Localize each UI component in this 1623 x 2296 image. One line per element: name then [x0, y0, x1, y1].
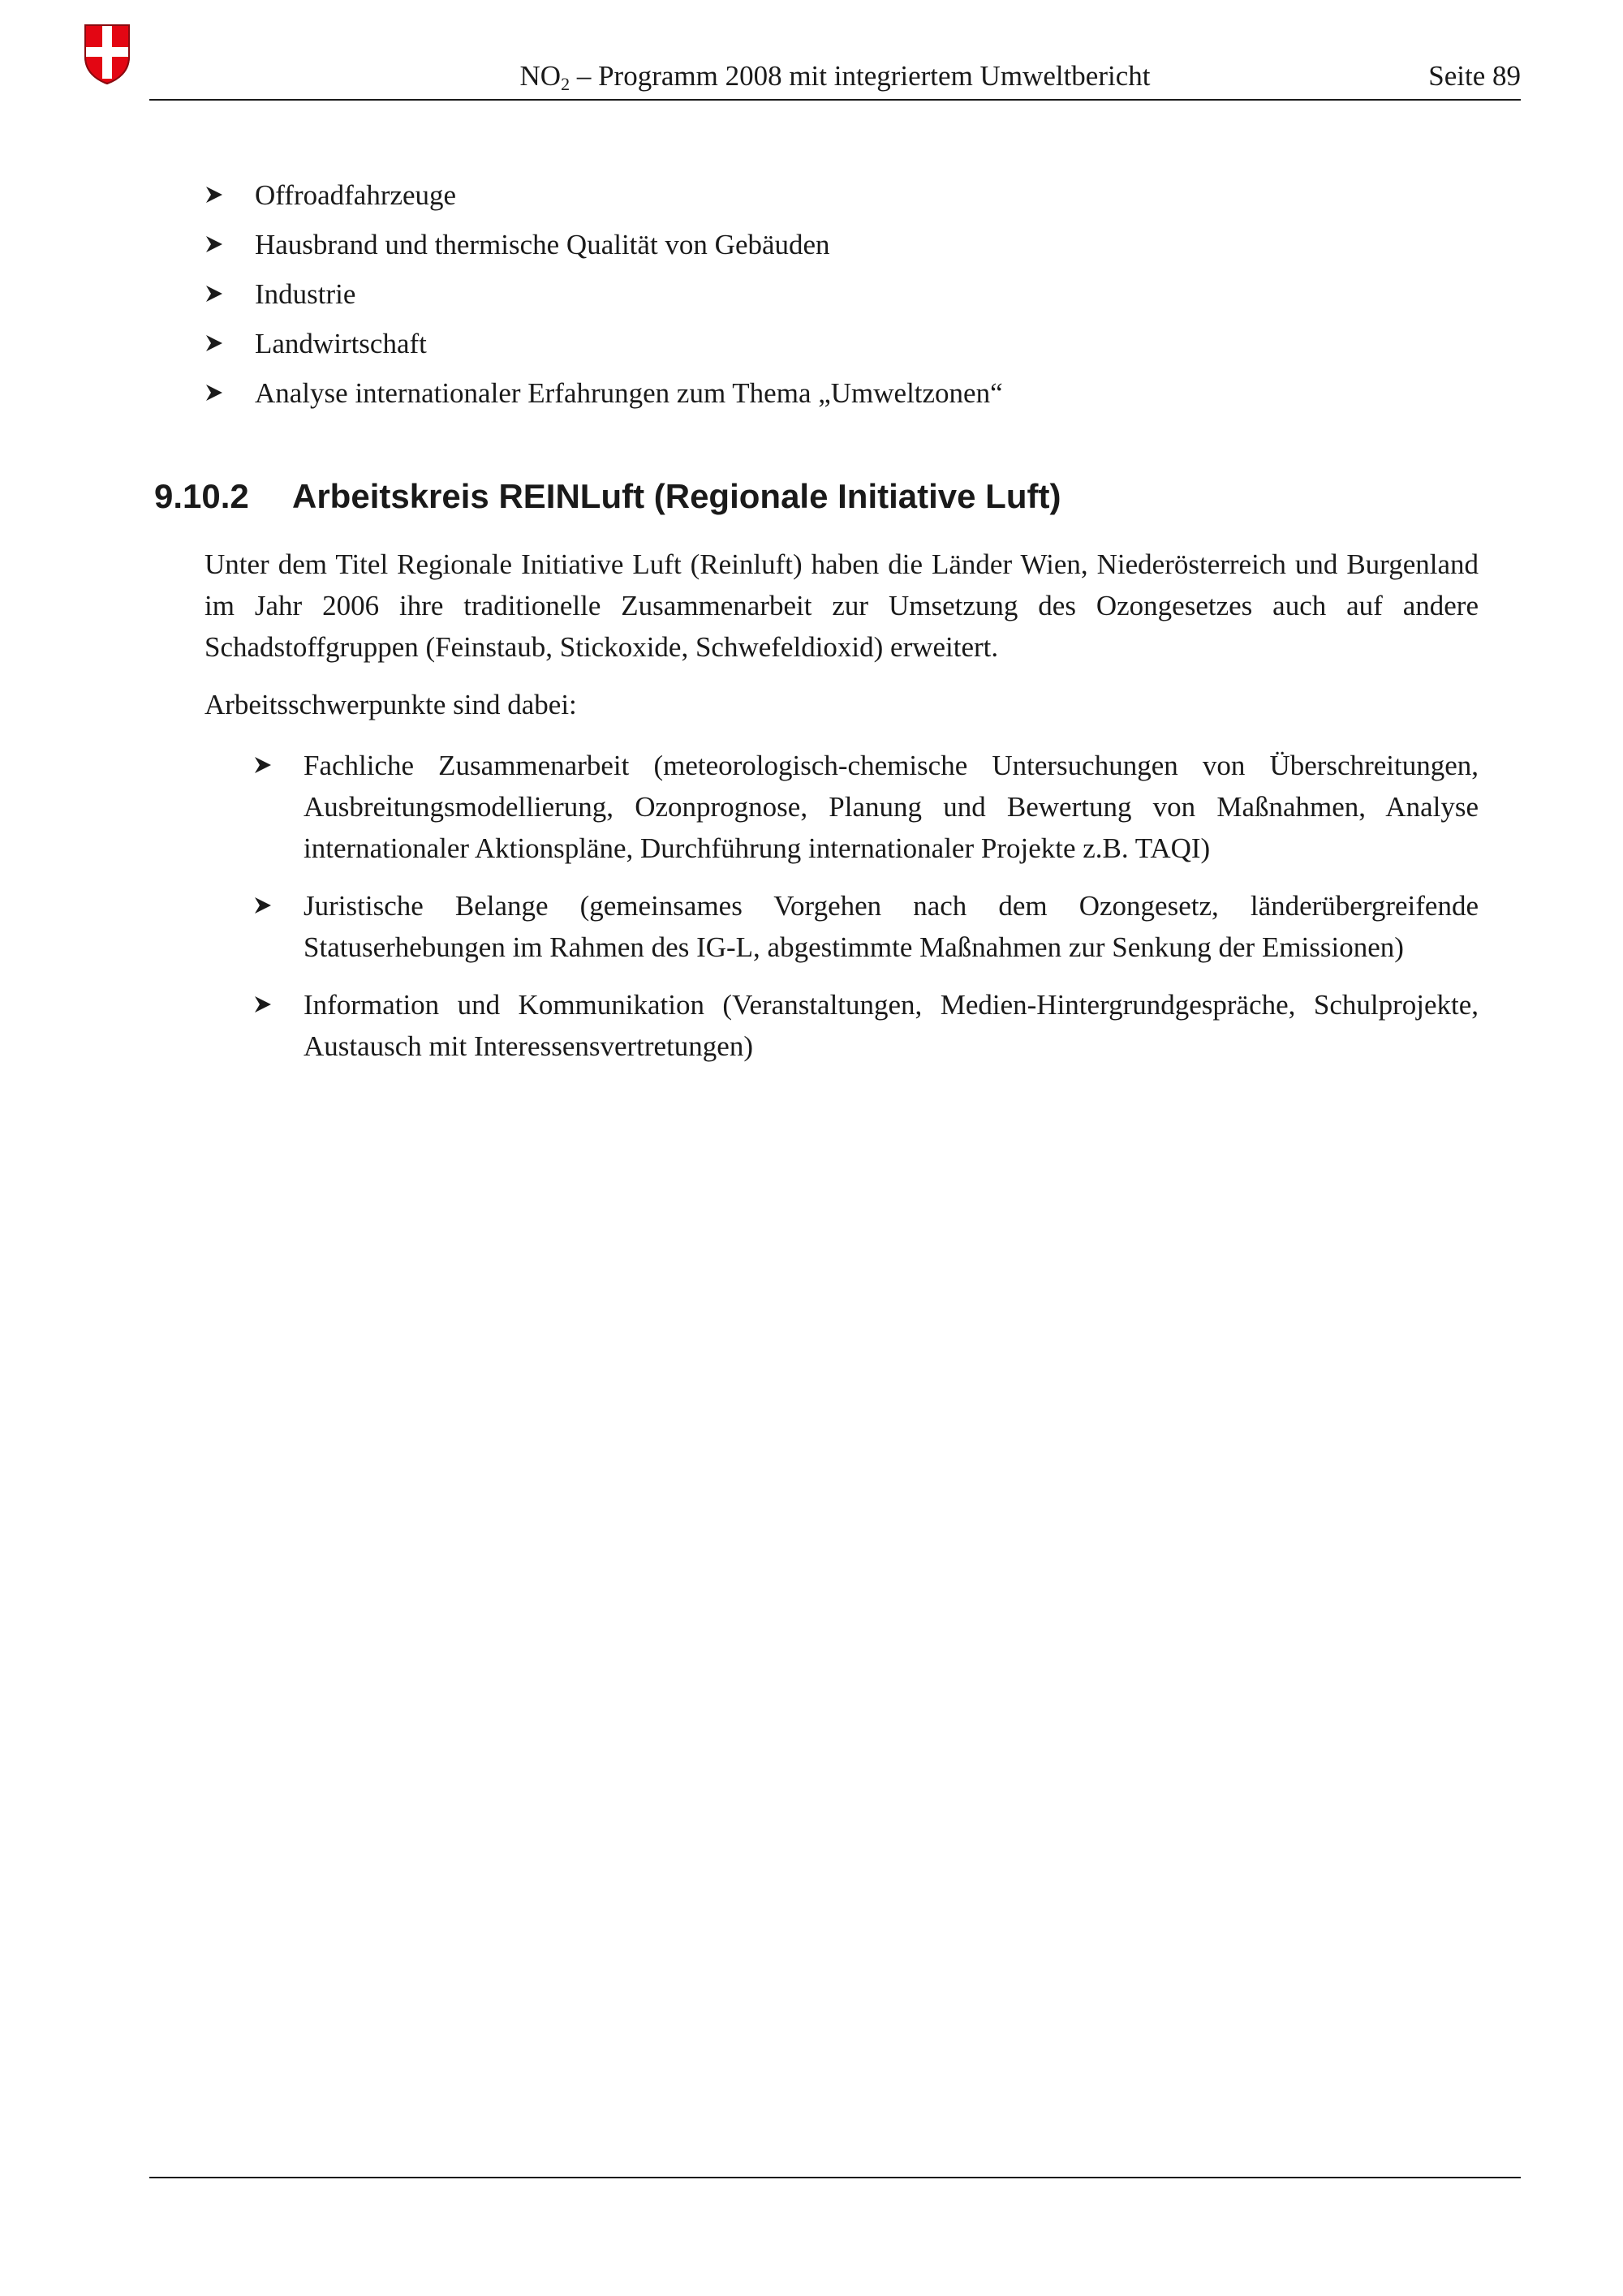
section-number: 9.10.2: [154, 477, 249, 515]
list-item: [253, 984, 1479, 1067]
list-item: [253, 885, 1479, 968]
list-item-text: Offroadfahrzeuge: [255, 179, 457, 211]
footer-divider: [149, 2177, 1521, 2178]
list-item: [253, 745, 1479, 869]
focus-areas-list: [253, 745, 1479, 1083]
arrow-bullet-icon: [204, 185, 224, 204]
list-item: [204, 170, 1003, 220]
title-subscript: 2: [561, 74, 570, 94]
list-item: [204, 269, 1003, 319]
intro-paragraph: Unter dem Titel Regionale Initiative Luft (Reinluft) haben die Länder Wien, Niederösterreich und Burgenland im Jahr 2006 ihre traditionelle Zusammenarbeit zur Umsetzung des Ozongesetzes auch auf andere Schadstoffgruppen (Feinstaub, Stickoxide, Schwefeldioxid) erweitert.: [204, 548, 1479, 663]
page-number: Seite 89: [1428, 60, 1521, 92]
page-header: [149, 54, 1521, 99]
title-rest: – Programm 2008 mit integriertem Umweltbericht: [570, 60, 1151, 92]
title-prefix: NO: [519, 60, 562, 92]
document-title: [149, 54, 1521, 99]
header-divider: [149, 99, 1521, 101]
list-item: [204, 220, 1003, 269]
arrow-bullet-icon: [204, 234, 224, 254]
list-item: [204, 319, 1003, 368]
arrow-bullet-icon: [204, 284, 224, 303]
measures-list: [204, 170, 1003, 418]
vienna-coat-of-arms-icon: [84, 24, 130, 84]
list-item-text: Landwirtschaft: [255, 328, 427, 359]
section-heading: [154, 472, 1061, 521]
list-item: [204, 368, 1003, 418]
arrow-bullet-icon: [253, 755, 273, 775]
list-item-text: Hausbrand und thermische Qualität von Gebäuden: [255, 229, 830, 260]
arrow-bullet-icon: [253, 995, 273, 1014]
focus-lead-text: Arbeitsschwerpunkte sind dabei:: [204, 689, 577, 720]
section-title: Arbeitskreis REINLuft (Regionale Initiative Luft): [292, 477, 1061, 515]
list-item-text: Industrie: [255, 278, 356, 310]
list-item-text: Analyse internationaler Erfahrungen zum Thema „Umweltzonen“: [255, 377, 1003, 409]
arrow-bullet-icon: [253, 896, 273, 915]
arrow-bullet-icon: [204, 383, 224, 402]
list-item-text: Juristische Belange (gemeinsames Vorgehen nach dem Ozongesetz, länderübergreifende Statuserhebungen im Rahmen des IG-L, abgestimmte Maßnahmen zur Senkung der Emissionen): [304, 890, 1479, 963]
list-item-text: Fachliche Zusammenarbeit (meteorologisch-chemische Untersuchungen von Überschreitungen, Ausbreitungsmodellierung, Ozonprognose, Planung und Bewertung von Maßnahmen, Analyse internationaler Aktionspläne, Durchführung internationaler Projekte z.B. TAQI): [304, 750, 1479, 864]
arrow-bullet-icon: [204, 333, 224, 353]
list-item-text: Information und Kommunikation (Veranstaltungen, Medien-Hintergrundgespräche, Schulprojekte, Austausch mit Interessensvertretungen): [304, 989, 1479, 1062]
